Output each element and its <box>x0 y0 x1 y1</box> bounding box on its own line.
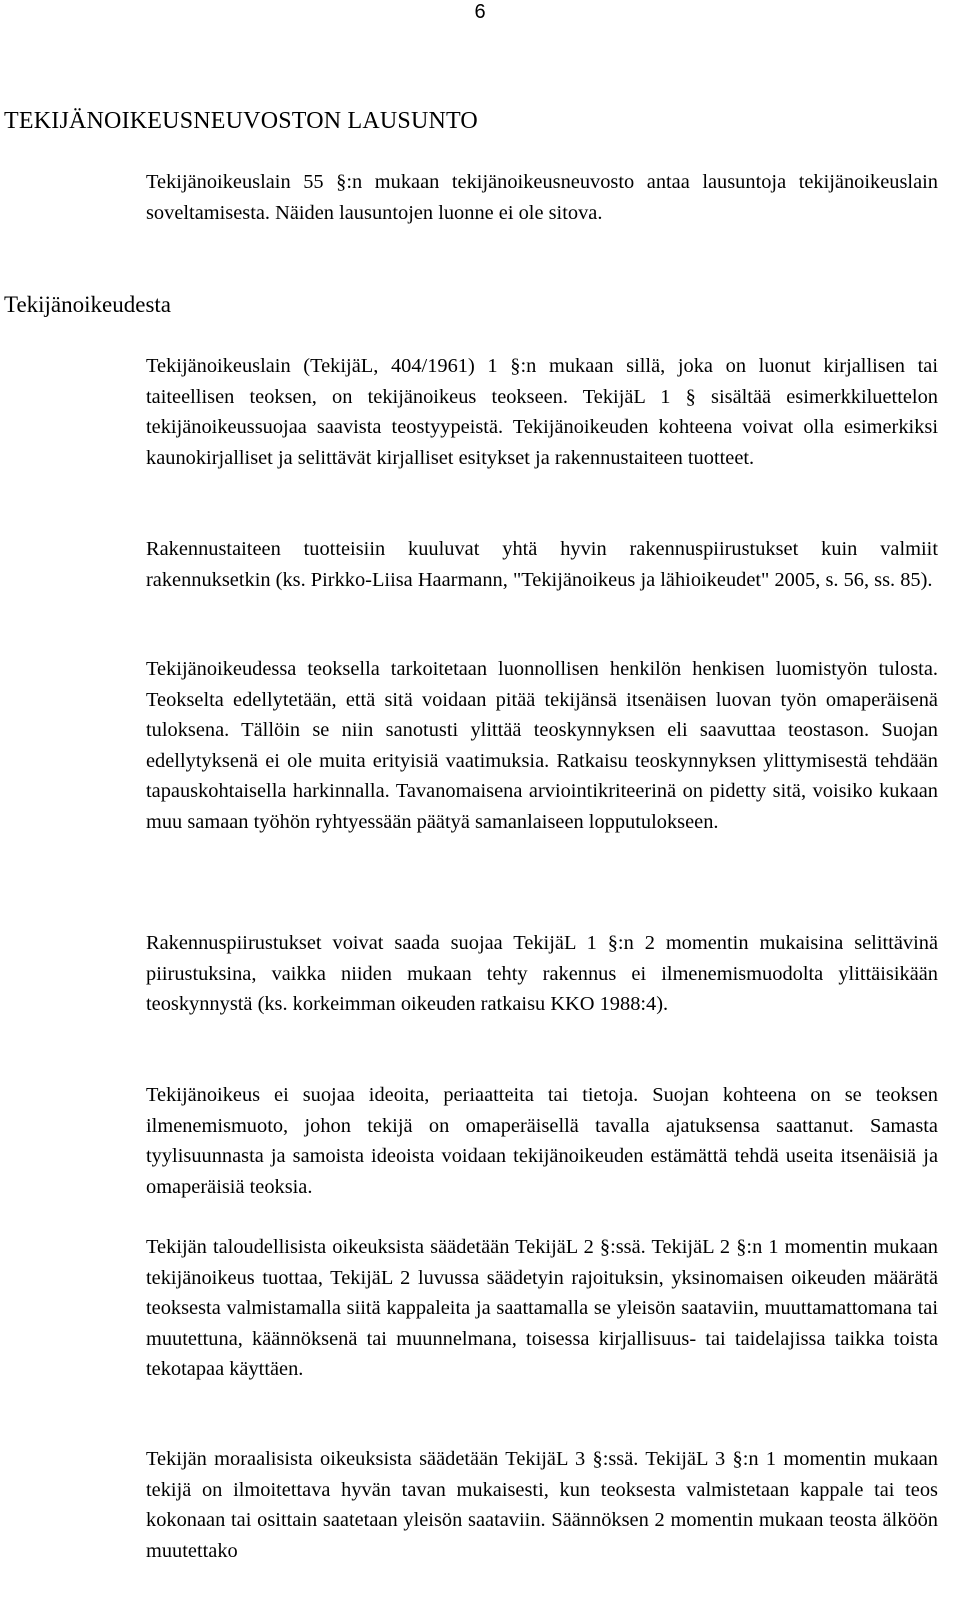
body-paragraph-7: Tekijän moraalisista oikeuksista säädetään TekijäL 3 §:ssä. TekijäL 3 §:n 1 momentin mukaan tekijä on ilmoitettava hyvän tavan mukaisesti, kun teoksesta valmistetaan kappale tai teos kokonaan tai osittain saatetaan yleisön saataviin. Säännöksen 2 momentin mukaan teosta älköön muutettako <box>146 1448 938 1562</box>
page-number: 6 <box>474 1 486 23</box>
intro-paragraph: Tekijänoikeuslain 55 §:n mukaan tekijänoikeusneuvosto antaa lausuntoja tekijänoikeuslain soveltamisesta. Näiden lausuntojen luonne ei ole sitova. <box>146 171 938 224</box>
section-heading: Tekijänoikeudesta <box>4 292 171 317</box>
body-paragraph-6: Tekijän taloudellisista oikeuksista säädetään TekijäL 2 §:ssä. TekijäL 2 §:n 1 momentin mukaan tekijänoikeus tuottaa, TekijäL 2 luvussa säädetyin rajoituksin, yksinomaisen oikeuden määrätä teoksesta valmistamalla siitä kappaleita ja saattamalla se yleisön saataviin, muuttamattomana tai muutettuna, käännöksenä tai muunnelmana, toisessa kirjallisuus- tai taidelajissa taikka toista tekotapaa käyttäen. <box>146 1236 938 1381</box>
body-paragraph-1: Tekijänoikeuslain (TekijäL, 404/1961) 1 §:n mukaan sillä, joka on luonut kirjallisen tai taiteellisen teoksen, on tekijänoikeus teokseen. TekijäL 1 § sisältää esimerkkiluettelon tekijänoikeussuojaa saavista teostyypeistä. Tekijänoikeuden kohteena voivat olla esimerkiksi kaunokirjalliset ja selittävät kirjalliset esitykset ja rakennustaiteen tuotteet. <box>146 355 938 469</box>
body-paragraph-4: Rakennuspiirustukset voivat saada suojaa TekijäL 1 §:n 2 momentin mukaisina selittävinä piirustuksina, vaikka niiden mukaan tehty rakennus ei ilmenemismuodolta ylittäisikään teoskynnystä (ks. korkeimman oikeuden ratkaisu KKO 1988:4). <box>146 932 938 1016</box>
document-title: TEKIJÄNOIKEUSNEUVOSTON LAUSUNTO <box>4 108 478 134</box>
body-paragraph-2: Rakennustaiteen tuotteisiin kuuluvat yhtä hyvin rakennuspiirustukset kuin valmiit rakennuksetkin (ks. Pirkko-Liisa Haarmann, "Tekijänoikeus ja lähioikeudet" 2005, s. 56, ss. 85). <box>146 538 938 591</box>
body-paragraph-5: Tekijänoikeus ei suojaa ideoita, periaatteita tai tietoja. Suojan kohteena on se teoksen ilmenemismuoto, johon tekijä on omaperäisellä tavalla ajatuksensa saattanut. Samasta tyylisuunnasta ja samoista ideoista voidaan tekijänoikeuden estämättä tehdä useita itsenäisiä ja omaperäisiä teoksia. <box>146 1084 938 1198</box>
body-paragraph-3: Tekijänoikeudessa teoksella tarkoitetaan luonnollisen henkilön henkisen luomistyön tulosta. Teokselta edellytetään, että sitä voidaan pitää tekijänsä itsenäisen luovan työn omaperäisenä tuloksena. Tällöin se niin sanotusti ylittää teoskynnyksen eli saavuttaa teostason. Suojan edellytyksenä ei ole muita erityisiä vaatimuksia. Ratkaisu teoskynnyksen ylittymisestä tehdään tapauskohtaisella harkinnalla. Tavanomaisena arviointikriteerinä on pidetty sitä, voisiko kukaan muu samaan työhön ryhtyessään päätyä samanlaiseen lopputulokseen. <box>146 658 938 833</box>
